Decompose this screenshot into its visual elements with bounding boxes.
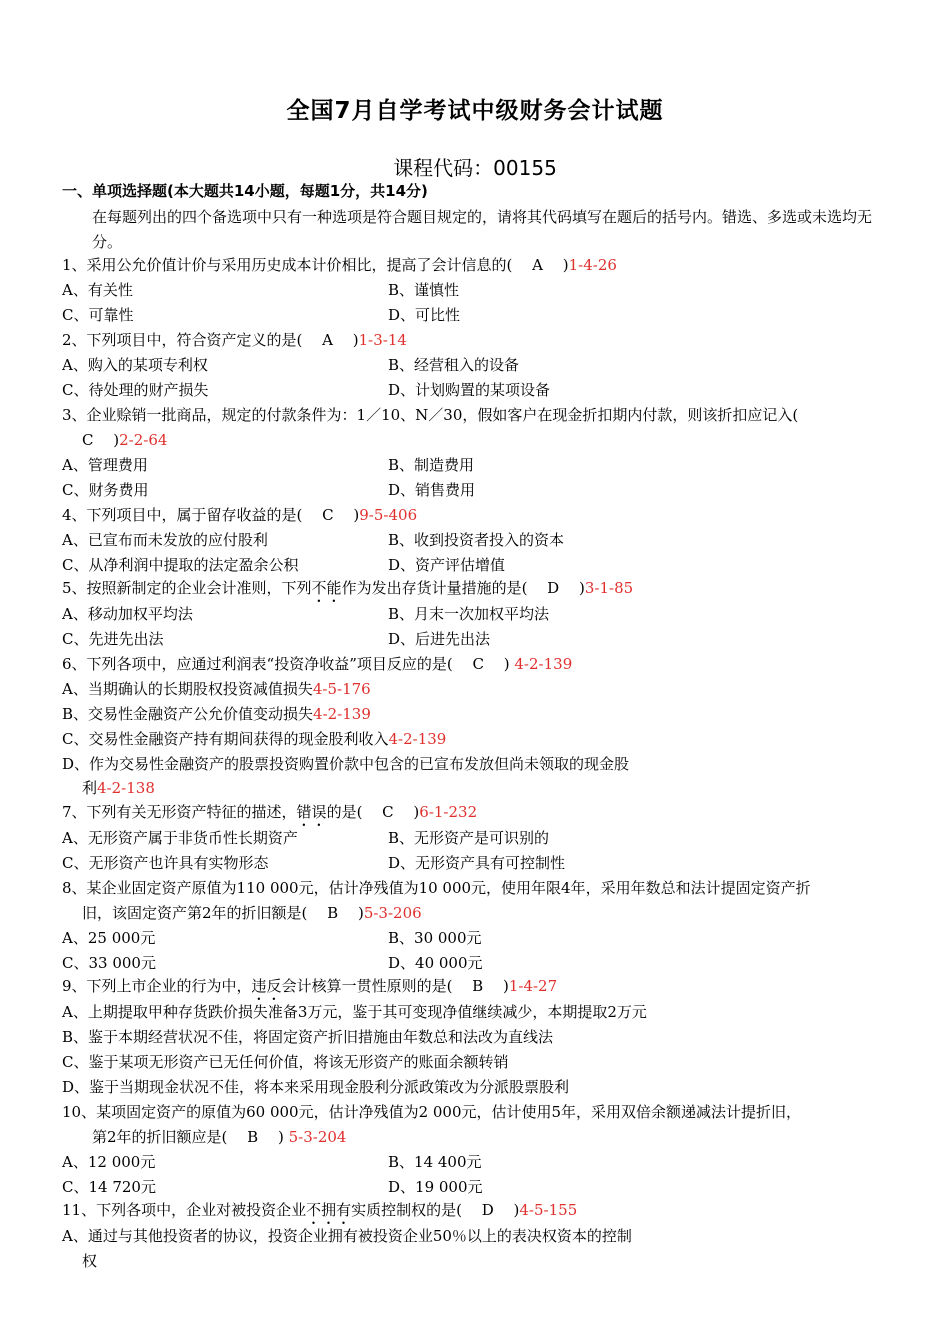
option-text: C、交易性金融资产持有期间获得的现金股利收入 <box>62 730 389 748</box>
option-d: D、可比性 <box>388 306 461 324</box>
option-c: C、先进先出法 <box>62 630 164 648</box>
question-stem: 1、采用公允价值计价与采用历史成本计价相比，提高了会计信息的( A ) <box>62 256 569 274</box>
page-reference: 3-1-85 <box>584 579 634 597</box>
page-reference: 4-2-139 <box>514 655 573 673</box>
option-b: B、无形资产是可识别的 <box>388 829 550 847</box>
option-b: B、收到投资者投入的资本 <box>388 531 565 549</box>
option-c <box>62 729 446 749</box>
option-a: A、管理费用 <box>62 456 148 474</box>
page-reference: 2-2-64 <box>119 431 168 449</box>
question-stem-end: 实质控制权的是( D ) <box>351 1201 520 1219</box>
page-reference: 4-5-176 <box>312 680 371 698</box>
question-4 <box>62 505 417 525</box>
page-reference: 6-1-232 <box>419 803 478 821</box>
question-10: 10、某项固定资产的原值为60 000元，估计净残值为2 000元，估计使用5年，采用双倍余额递减法计提折旧， <box>62 1103 802 1121</box>
option-c: C、无形资产也许具有实物形态 <box>62 854 269 872</box>
option-d: D、计划购置的某项设备 <box>388 381 551 399</box>
option-d: D、后进先出法 <box>388 630 491 648</box>
option-a: A、通过与其他投资者的协议，投资企业拥有被投资企业50％以上的表决权资本的控制 <box>62 1227 632 1245</box>
question-6 <box>62 654 572 674</box>
page-reference: 9-5-406 <box>359 506 418 524</box>
question-stem: C ) <box>82 431 120 449</box>
question-1 <box>62 255 617 275</box>
page-reference: 1-4-26 <box>568 256 617 274</box>
option-c: C、可靠性 <box>62 306 134 324</box>
option-b <box>62 704 371 724</box>
option-d-continued <box>82 778 155 798</box>
question-stem: 6、下列各项中，应通过利润表“投资净收益”项目反应的是( C ) <box>62 655 510 673</box>
option-b: B、14 400元 <box>388 1153 482 1171</box>
option-b: B、月末一次加权平均法 <box>388 605 550 623</box>
question-11 <box>62 1200 577 1228</box>
question-stem: 11、下列各项中，企业对被投资企业 <box>62 1201 307 1219</box>
option-c: C、33 000元 <box>62 954 156 972</box>
option-d: D、销售费用 <box>388 481 476 499</box>
course-code: 课程代码：00155 <box>393 156 557 180</box>
option-b: B、30 000元 <box>388 929 482 947</box>
question-5 <box>62 578 633 606</box>
option-c: C、待处理的财产损失 <box>62 381 209 399</box>
option-b: B、制造费用 <box>388 456 475 474</box>
option-b: B、鉴于本期经营状况不佳，将固定资产折旧措施由年数总和法改为直线法 <box>62 1028 554 1046</box>
option-c: C、财务费用 <box>62 481 149 499</box>
question-2 <box>62 330 407 350</box>
option-b: B、经营租入的设备 <box>388 356 520 374</box>
emphasized-text: 违反 <box>251 977 282 995</box>
option-d: D、资产评估增值 <box>388 556 506 574</box>
option-a <box>62 679 371 699</box>
emphasized-text: 不拥有 <box>306 1201 352 1219</box>
option-a: A、已宣布而未发放的应付股利 <box>62 531 268 549</box>
question-stem: 4、下列项目中，属于留存收益的是( C ) <box>62 506 360 524</box>
question-stem-end: 会计核算一贯性原则的是( B ) <box>281 977 509 995</box>
question-9 <box>62 976 557 1004</box>
question-3-continued <box>82 430 167 450</box>
page-reference: 5-3-204 <box>288 1128 347 1146</box>
page-reference: 1-3-14 <box>358 331 407 349</box>
option-d: D、无形资产具有可控制性 <box>388 854 566 872</box>
option-a: A、购入的某项专利权 <box>62 356 208 374</box>
question-8: 8、某企业固定资产原值为110 000元，估计净残值为10 000元，使用年限4年，采用年数总和法计提固定资产折 <box>62 879 811 897</box>
question-8-continued <box>82 903 422 923</box>
question-stem: 5、按照新制定的企业会计准则，下列 <box>62 579 312 597</box>
page-reference: 5-3-206 <box>363 904 422 922</box>
page-reference: 4-2-139 <box>388 730 447 748</box>
option-text: A、当期确认的长期股权投资减值损失 <box>62 680 313 698</box>
option-a: A、移动加权平均法 <box>62 605 193 623</box>
option-c: C、鉴于某项无形资产已无任何价值，将该无形资产的账面余额转销 <box>62 1053 509 1071</box>
question-7 <box>62 802 477 830</box>
question-stem: 第2年的折旧额应是( B ) <box>92 1128 284 1146</box>
option-c: C、14 720元 <box>62 1178 156 1196</box>
option-text: 利 <box>82 779 98 797</box>
section-instruction: 在每题列出的四个备选项中只有一种选项是符合题目规定的，请将其代码填写在题后的括号内。错选、多选或未选均无分。 <box>92 208 873 251</box>
page-reference: 4-2-139 <box>313 705 371 723</box>
option-text: B、交易性金融资产公允价值变动损失 <box>62 705 314 723</box>
page-title: 全国7月自学考试中级财务会计试题 <box>286 98 664 124</box>
option-a: A、上期提取甲种存货跌价损失准备3万元，鉴于其可变现净值继续减少，本期提取2万元 <box>62 1003 647 1021</box>
question-stem-end: 的是( C ) <box>326 803 420 821</box>
section-heading: 一、单项选择题(本大题共14小题，每题1分，共14分) <box>62 182 428 200</box>
option-d: D、鉴于当期现金状况不佳，将本来采用现金股利分派政策改为分派股票股利 <box>62 1078 570 1096</box>
question-stem-end: 作为发出存货计量措施的是( D ) <box>341 579 585 597</box>
option-a: A、无形资产属于非货币性长期资产 <box>62 829 298 847</box>
question-10-continued <box>92 1127 346 1147</box>
option-a: A、有关性 <box>62 281 133 299</box>
question-stem: 旧，该固定资产第2年的折旧额是( B ) <box>82 904 364 922</box>
question-stem: 9、下列上市企业的行为中， <box>62 977 252 995</box>
question-3: 3、企业赊销一批商品，规定的付款条件为：1／10、N／30，假如客户在现金折扣期内付款，则该折扣应记入( <box>62 406 799 424</box>
option-a-continued: 权 <box>82 1252 98 1270</box>
option-b: B、谨慎性 <box>388 281 460 299</box>
question-stem: 7、下列有关无形资产特征的描述， <box>62 803 297 821</box>
emphasized-text: 不能 <box>311 579 342 597</box>
option-a: A、12 000元 <box>62 1153 156 1171</box>
option-d: D、40 000元 <box>388 954 483 972</box>
emphasized-text: 错误 <box>296 803 327 821</box>
option-a: A、25 000元 <box>62 929 156 947</box>
option-d: D、作为交易性金融资产的股票投资购置价款中包含的已宣布发放但尚未领取的现金股 <box>62 755 630 773</box>
option-c: C、从净利润中提取的法定盈余公积 <box>62 556 299 574</box>
page-reference: 4-5-155 <box>519 1201 578 1219</box>
page-reference: 4-2-138 <box>97 779 155 797</box>
page-reference: 1-4-27 <box>508 977 558 995</box>
question-stem: 2、下列项目中，符合资产定义的是( A ) <box>62 331 359 349</box>
option-d: D、19 000元 <box>388 1178 483 1196</box>
